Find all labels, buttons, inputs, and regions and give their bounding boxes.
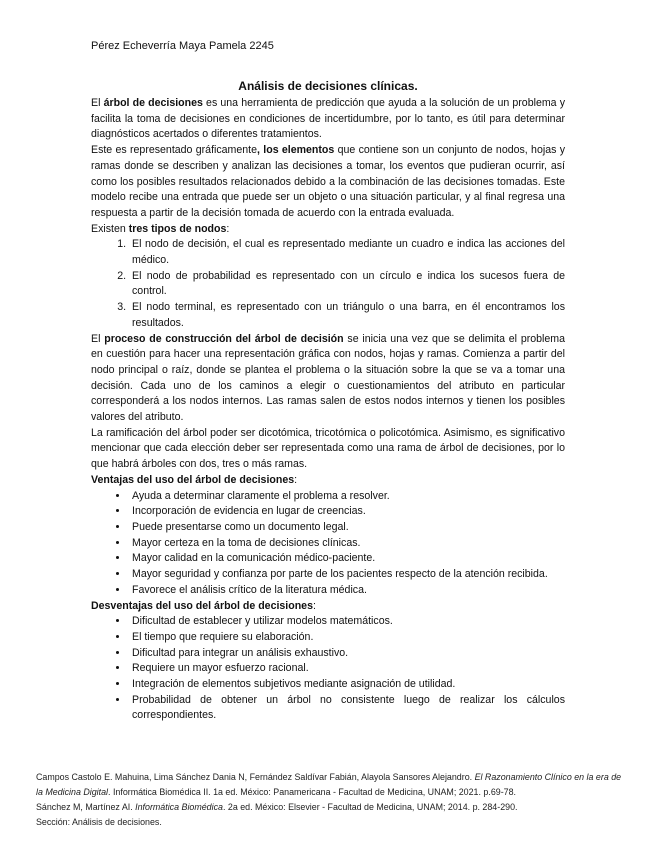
reference-2: Sánchez M, Martínez AI. Informática Biomédica. 2a ed. México: Elsevier - Facultad de Medicina, UNAM; 2014. p. 284-290. bbox=[36, 802, 518, 813]
ramification-paragraph: La ramificación del árbol poder ser dicotómica, tricotómica o policotómica. Asimismo, es significativo mencionar que cada elección deber ser representada como una rama de árbol de decisiones, por lo que habrá árboles con dos, tres o más ramas. bbox=[91, 426, 565, 471]
list-item: • El tiempo que requiere su elaboración. bbox=[129, 630, 565, 646]
list-item: • Mayor seguridad y confianza por parte de los pacientes respecto de la atención recibida. bbox=[129, 567, 565, 583]
list-item: 2. El nodo de probabilidad es representado con un círculo e indica los sucesos fuera de control. bbox=[129, 269, 565, 300]
list-item: • Requiere un mayor esfuerzo racional. bbox=[129, 661, 565, 677]
list-item: • Integración de elementos subjetivos mediante asignación de utilidad. bbox=[129, 677, 565, 693]
list-item: • Mayor certeza en la toma de decisiones clínicas. bbox=[129, 536, 565, 552]
disadvantages-heading: Desventajas del uso del árbol de decisiones: bbox=[91, 599, 316, 612]
list-item: • Puede presentarse como un documento legal. bbox=[129, 520, 565, 536]
list-item: • Ayuda a determinar claramente el problema a resolver. bbox=[129, 489, 565, 505]
intro-paragraph-1: El árbol de decisiones es una herramienta de predicción que ayuda a la solución de un problema y facilita la toma de decisiones en condiciones de incertidumbre, por lo tanto, es útil para determinar diagnósticos acertados o diferentes tratamientos. bbox=[91, 97, 565, 141]
node-types-heading: Existen tres tipos de nodos: bbox=[91, 222, 230, 235]
author-name: Pérez Echeverría Maya Pamela 2245 bbox=[91, 40, 274, 52]
node-types-list bbox=[91, 237, 565, 331]
document-title: Análisis de decisiones clínicas. bbox=[238, 79, 418, 93]
list-item: • Favorece el análisis crítico de la literatura médica. bbox=[129, 583, 565, 599]
reference-3: Sección: Análisis de decisiones. bbox=[36, 817, 162, 828]
advantages-heading: Ventajas del uso del árbol de decisiones: bbox=[91, 473, 298, 486]
references bbox=[36, 770, 622, 830]
list-item: 1. El nodo de decisión, el cual es representado mediante un cuadro e indica las acciones del médico. bbox=[129, 237, 565, 268]
document-body bbox=[91, 78, 565, 724]
list-item: • Dificultad de establecer y utilizar modelos matemáticos. bbox=[129, 614, 565, 630]
list-item: 3. El nodo terminal, es representado con un triángulo o una barra, en él encontramos los resultados. bbox=[129, 300, 565, 331]
disadvantages-list bbox=[91, 614, 565, 724]
list-item: • Mayor calidad en la comunicación médico-paciente. bbox=[129, 551, 565, 567]
list-item: • Probabilidad de obtener un árbol no consistente luego de realizar los cálculos correspondientes. bbox=[129, 693, 565, 724]
list-item: • Incorporación de evidencia en lugar de creencias. bbox=[129, 504, 565, 520]
process-paragraph: El proceso de construcción del árbol de decisión se inicia una vez que se delimita el problema en cuestión para hacer una representación gráfica con nodos, hojas y ramas. Comienza a partir del nodo principal o raíz, donde se plantea el problema o la situación sobre la que se va a tomar una decisión. Cada uno de los caminos a elegir o cuestionamientos del atributo en particular corresponderá a los nodos internos. Las ramas salen de estos nodos internos y tienen los posibles valores del atributo. bbox=[91, 332, 565, 424]
list-item: • Dificultad para integrar un análisis exhaustivo. bbox=[129, 646, 565, 662]
reference-1: Campos Castolo E. Mahuina, Lima Sánchez Dania N, Fernández Saldívar Fabián, Alayola Sansores Alejandro. El Razonamiento Clínico en la era de la Medicina Digital. Informática Biomédica II. 1a ed. México: Panamericana - Facultad de Medicina, UNAM; 2021. p.69-78. bbox=[36, 772, 622, 798]
advantages-list bbox=[91, 489, 565, 599]
intro-paragraph-2: Este es representado gráficamente, los elementos que contiene son un conjunto de nodos, hojas y ramas donde se describen y analizan las decisiones a tomar, los eventos que pudieran ocurrir, así como los posibles resultados relacionados debido a la combinación de las decisiones tomadas. Este modelo recibe una entrada que puede ser un objeto o una situación particular, y al final regresa una respuesta a partir de la decisión tomada de acuerdo con la entrada evaluada. bbox=[91, 144, 565, 219]
